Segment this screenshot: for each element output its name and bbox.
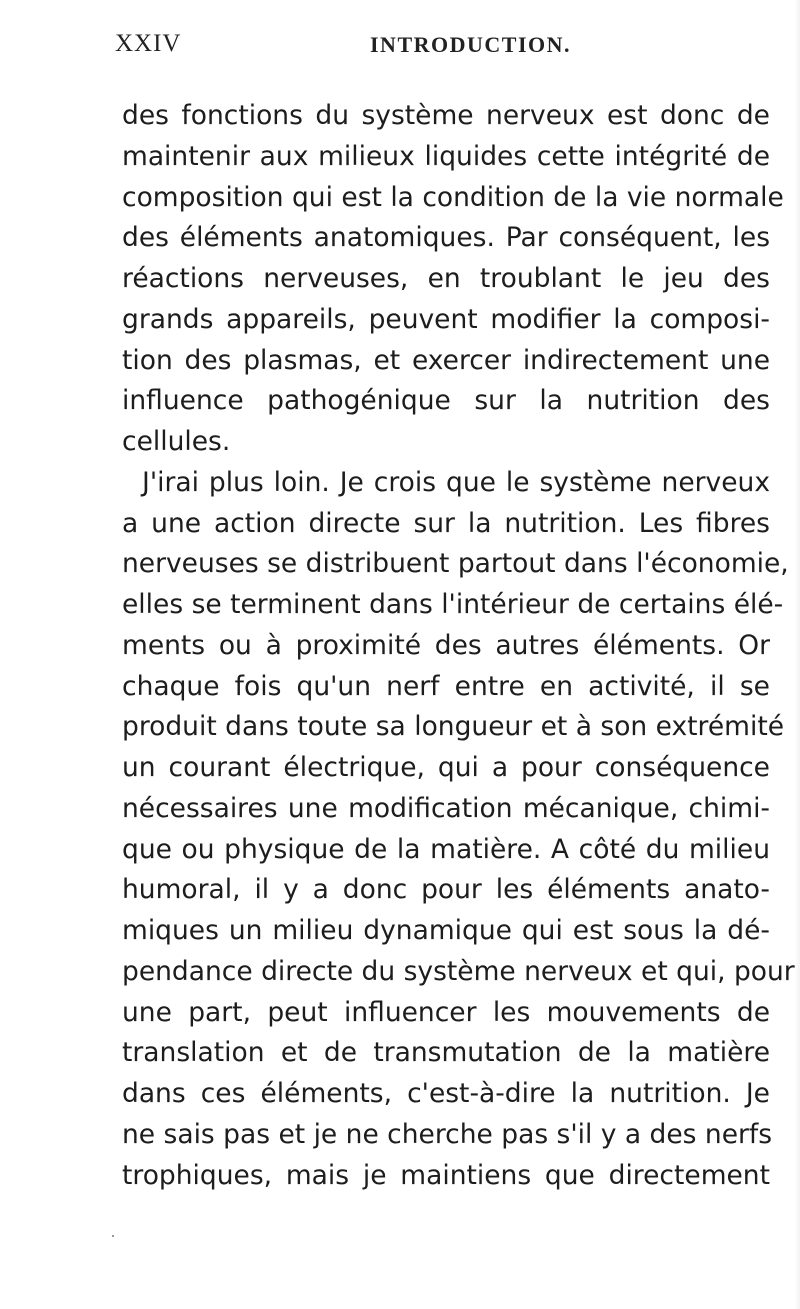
text-line: nécessaires une modification mécanique, chimi- [122, 792, 770, 824]
text-line: humoral, il y a donc pour les éléments anato- [122, 874, 770, 906]
text-line: nerveuses se distribuent partout dans l'économie, [122, 548, 789, 580]
text-line: grands appareils, peuvent modifier la composi- [122, 303, 770, 335]
running-head: INTRODUCTION. [370, 32, 572, 57]
text-line: chaque fois qu'un nerf entre en activité, il se [122, 670, 770, 702]
page-number: XXIV [115, 30, 182, 57]
text-line: produit dans toute sa longueur et à son extrémité [122, 711, 785, 743]
page-edge-shadow [795, 0, 800, 1309]
text-line: influence pathogénique sur la nutrition des [122, 385, 770, 417]
text-line: un courant électrique, qui a pour conséquence [122, 752, 770, 783]
text-line: cellules. [122, 426, 231, 457]
text-line: des fonctions du système nerveux est donc de [122, 100, 770, 131]
text-line: a une action directe sur la nutrition. Les fibres [122, 507, 770, 539]
text-line: translation et de transmutation de la matière [122, 1037, 770, 1069]
text-line: miques un milieu dynamique qui est sous la dé- [122, 915, 770, 946]
margin-speck [112, 1235, 114, 1237]
text-line: que ou physique de la matière. A côté du milieu [122, 833, 770, 865]
text-line: trophiques, mais je maintiens que directement [122, 1159, 770, 1191]
text-line: pendance directe du système nerveux et qui, pour [122, 955, 795, 987]
text-line: ne sais pas et je ne cherche pas s'il y a des nerfs [122, 1118, 773, 1150]
body-text [122, 96, 795, 1196]
text-line: maintenir aux milieux liquides cette intégrité de [122, 140, 770, 172]
text-line: tion des plasmas, et exercer indirectement une [122, 344, 770, 376]
text-line: une part, peut influencer les mouvements de [122, 996, 770, 1028]
text-line: elles se terminent dans l'intérieur de certains élé- [122, 589, 784, 620]
text-line: des éléments anatomiques. Par conséquent, les [122, 222, 770, 254]
text-line: composition qui est la condition de la vie normale [122, 181, 784, 213]
text-line: réactions nerveuses, en troublant le jeu des [122, 263, 770, 294]
page-header [115, 30, 675, 70]
text-line: ments ou à proximité des autres éléments. Or [122, 629, 770, 661]
paragraph-start-line: J'irai plus loin. Je crois que le système nerveux [142, 466, 770, 498]
text-line: dans ces éléments, c'est-à-dire la nutrition. Je [122, 1078, 770, 1109]
